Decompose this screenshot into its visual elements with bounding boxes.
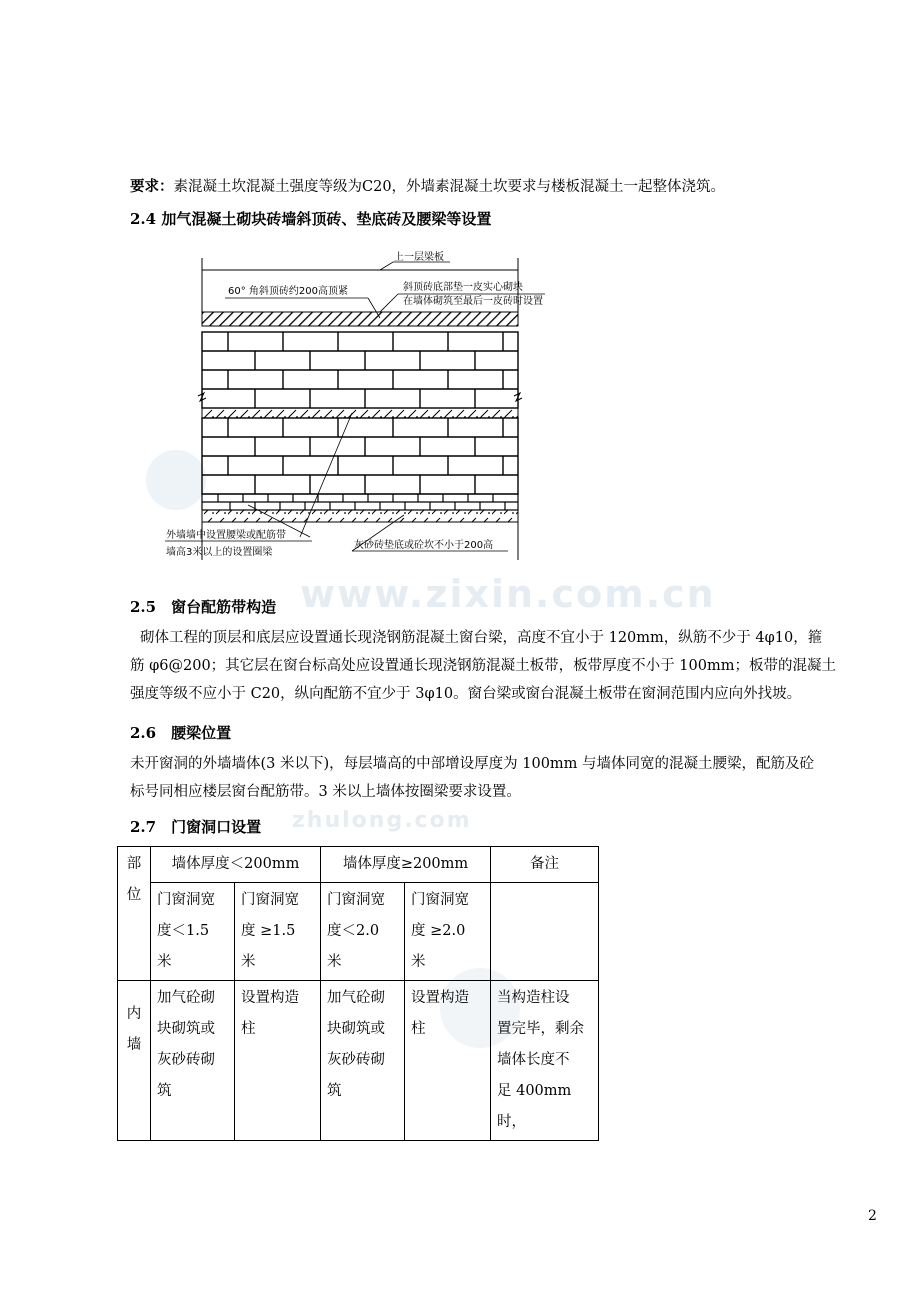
row-part: 内 墙: [118, 981, 151, 1141]
table-cell-note: 当构造柱设 置完毕，剩余 墙体长度不 足 400mm 时，: [491, 981, 599, 1141]
watermark-zixin: www.zixin.com.cn: [300, 572, 716, 616]
sub-header-cell: 门窗洞宽 度＜2.0 米: [321, 883, 405, 981]
sub-header-cell: 门窗洞宽 度 ≥2.0 米: [405, 883, 491, 981]
section-2-4-title: 2.4 加气混凝土砌块砖墙斜顶砖、垫底砖及腰梁等设置: [130, 210, 492, 228]
requirement-label: 要求：: [130, 178, 174, 195]
table-cell: 设置构造 柱: [235, 981, 321, 1141]
door-window-opening-table: [117, 846, 599, 1141]
section-2-5-body: [130, 624, 836, 708]
label-right-top-2: 在墙体砌筑至最后一皮砖时设置: [403, 296, 543, 307]
requirement-line: [130, 173, 725, 201]
paragraph-line: 未开窗洞的外墙墙体(3 米以下)，每层墙高的中部增设厚度为 100mm 与墙体同宽的混凝土腰梁，配筋及砼: [130, 756, 815, 772]
label-right-top-1: 斜顶砖底部垫一皮实心砌块: [403, 282, 523, 293]
page-number: 2: [868, 1208, 877, 1224]
paragraph-line: 强度等级不应小于 C20，纵向配筋不宜少于 3φ10。窗台梁或窗台混凝土板带在窗洞范围内应向外找坡。: [130, 686, 802, 702]
slanted-top-brick-band: [202, 312, 518, 326]
label-base-curb: 灰砂砖垫底或砼坎不小于200高: [354, 540, 494, 551]
paragraph-line: 筋 φ6@200；其它层在窗台标高处应设置通长现浇钢筋混凝土板带，板带厚度不小于 100mm；板带的混凝土: [130, 658, 836, 674]
section-2-5-title: 2.5 窗台配筋带构造: [130, 598, 277, 616]
requirement-text: 素混凝土坎混凝土强度等级为C20，外墙素混凝土坎要求与楼板混凝土一起整体浇筑。: [173, 179, 726, 195]
sub-header-cell: 门窗洞宽 度 ≥1.5 米: [235, 883, 321, 981]
section-2-7-title: 2.7 门窗洞口设置: [130, 818, 262, 836]
label-ring-beam: 墙高3米以上的设置圈梁: [166, 547, 273, 558]
wall-diagram: [160, 240, 580, 565]
section-2-6-body: [130, 750, 814, 806]
watermark-zhulong: zhulong.com: [292, 808, 472, 833]
label-slanted-bricks: 60° 角斜顶砖约200高顶紧: [228, 286, 348, 297]
table-cell: 设置构造 柱: [405, 981, 491, 1141]
header-part: 部 位: [118, 847, 151, 981]
label-waist-beam: 外墙墙中设置腰梁或配筋带: [166, 530, 286, 541]
table-cell: 加气砼砌 块砌筑或 灰砂砖砌 筑: [321, 981, 405, 1141]
upper-brick-courses: [202, 332, 518, 408]
paragraph-line: 标号同相应楼层窗台配筋带。3 米以上墙体按圈梁要求设置。: [130, 784, 521, 800]
lower-brick-courses: [202, 418, 518, 494]
sub-header-cell: [491, 883, 599, 981]
sub-header-cell: 门窗洞宽 度＜1.5 米: [151, 883, 235, 981]
header-thick-wall: 墙体厚度≥200mm: [321, 847, 491, 883]
header-note: 备注: [491, 847, 599, 883]
label-top-slab: 上一层梁板: [394, 252, 444, 263]
sand-lime-brick-courses: [202, 494, 518, 510]
concrete-base-curb: [202, 510, 518, 522]
waist-beam-band: [202, 408, 518, 418]
header-thin-wall: 墙体厚度＜200mm: [151, 847, 321, 883]
table-cell: 加气砼砌 块砌筑或 灰砂砖砌 筑: [151, 981, 235, 1141]
table-row: [118, 981, 599, 1141]
section-2-6-title: 2.6 腰梁位置: [130, 724, 232, 742]
paragraph-line: 砌体工程的顶层和底层应设置通长现浇钢筋混凝土窗台梁，高度不宜小于 120mm，纵筋不少于 4φ10，箍: [140, 630, 823, 646]
